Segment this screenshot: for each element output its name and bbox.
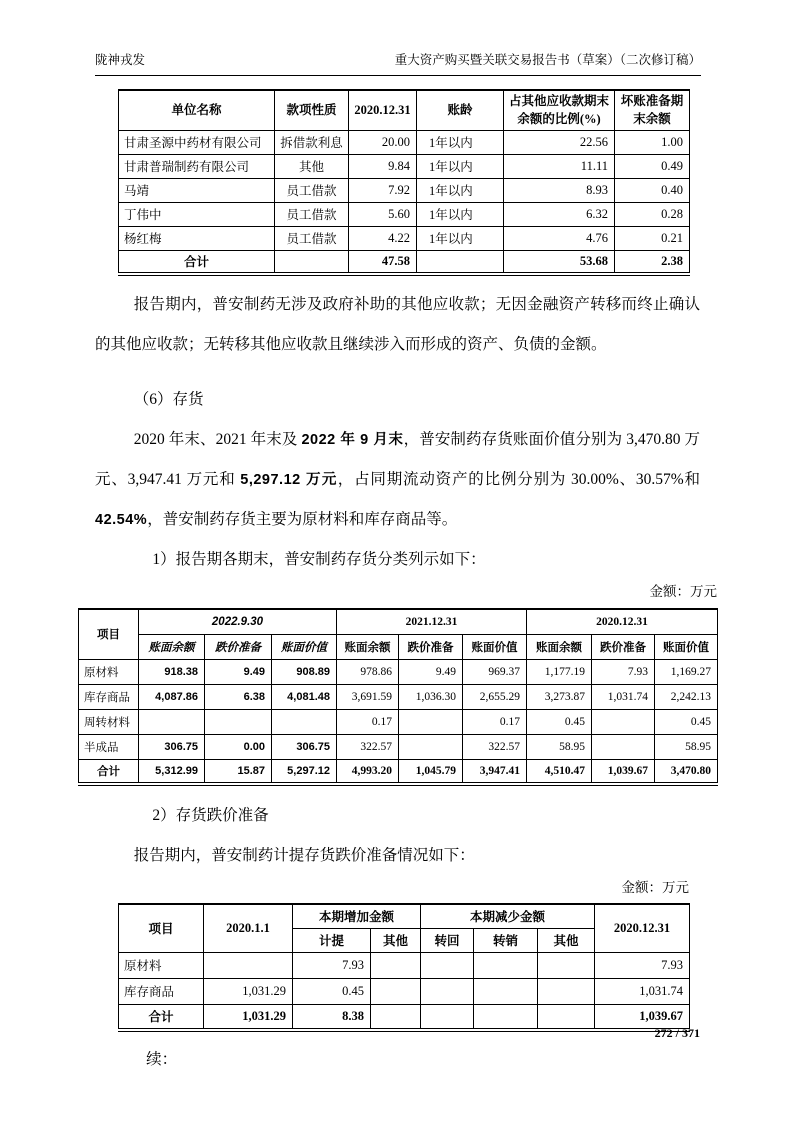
col-header-baddebt: 坏账准备期末余额 bbox=[615, 90, 690, 130]
cell-total-amount: 47.58 bbox=[349, 250, 417, 274]
cell-value: 0.45 bbox=[293, 978, 371, 1004]
cell-value: 7.93 bbox=[592, 659, 655, 684]
group-header-2020-12-31: 2020.12.31 bbox=[527, 609, 718, 634]
cell-unit: 杨红梅 bbox=[119, 226, 275, 250]
cell-value: 5,297.12 bbox=[272, 759, 337, 784]
cell-value: 0.45 bbox=[655, 709, 718, 734]
cell-baddebt: 0.40 bbox=[615, 178, 690, 202]
cell-value: 978.86 bbox=[337, 659, 399, 684]
table-row bbox=[119, 202, 690, 226]
provision-table bbox=[118, 903, 690, 1032]
subheader-reversal: 转回 bbox=[421, 928, 474, 952]
table-row bbox=[79, 734, 718, 759]
cell-total-baddebt: 2.38 bbox=[615, 250, 690, 274]
cell-amount: 7.92 bbox=[349, 178, 417, 202]
cell-value: 3,947.41 bbox=[463, 759, 527, 784]
cell-value: 322.57 bbox=[337, 734, 399, 759]
cell-baddebt: 0.28 bbox=[615, 202, 690, 226]
cell-value bbox=[538, 1004, 595, 1030]
cell-value bbox=[474, 978, 538, 1004]
subheader-book-value: 账面价值 bbox=[272, 634, 337, 659]
subheader-writeoff: 转销 bbox=[474, 928, 538, 952]
col-header-begin-date: 2020.1.1 bbox=[204, 904, 293, 952]
cell-value bbox=[592, 709, 655, 734]
cell-value: 15.87 bbox=[205, 759, 272, 784]
group-header-decrease: 本期减少金额 bbox=[421, 904, 595, 928]
cell-value bbox=[204, 952, 293, 978]
cell-value: 4,510.47 bbox=[527, 759, 592, 784]
cell-value: 4,081.48 bbox=[272, 684, 337, 709]
cell-baddebt: 1.00 bbox=[615, 130, 690, 154]
provision-table-wrap bbox=[118, 903, 793, 1032]
paragraph-provision-intro: 报告期内，普安制药计提存货跌价准备情况如下： bbox=[133, 847, 475, 864]
table-row bbox=[119, 154, 690, 178]
subheader-provision: 跌价准备 bbox=[399, 634, 463, 659]
continued-label: 续： bbox=[146, 1051, 178, 1068]
cell-value: 1,169.27 bbox=[655, 659, 718, 684]
cell-value: 306.75 bbox=[139, 734, 205, 759]
cell-value: 1,031.74 bbox=[595, 978, 690, 1004]
cell-value: 1,039.67 bbox=[595, 1004, 690, 1030]
table-row bbox=[79, 709, 718, 734]
subheader-book-value: 账面价值 bbox=[463, 634, 527, 659]
cell-amount: 5.60 bbox=[349, 202, 417, 226]
inventory-table-wrap bbox=[78, 608, 793, 786]
item-inventory-classification: 1）报告期各期末，普安制药存货分类列示如下： bbox=[152, 551, 486, 568]
cell-aging: 1年以内 bbox=[417, 154, 504, 178]
header-report-title: 重大资产购买暨关联交易报告书（草案）（二次修订稿） bbox=[394, 53, 701, 67]
cell-value: 0.45 bbox=[527, 709, 592, 734]
cell-value: 2,242.13 bbox=[655, 684, 718, 709]
cell-value: 1,031.29 bbox=[204, 978, 293, 1004]
cell-value: 3,273.87 bbox=[527, 684, 592, 709]
inventory-table bbox=[78, 608, 718, 786]
cell-value: 58.95 bbox=[655, 734, 718, 759]
cell-baddebt: 0.21 bbox=[615, 226, 690, 250]
col-header-aging: 账龄 bbox=[417, 90, 504, 130]
cell-aging: 1年以内 bbox=[417, 130, 504, 154]
subheader-book-balance: 账面余额 bbox=[139, 634, 205, 659]
header-company-abbrev: 陇神戎发 bbox=[95, 53, 146, 67]
cell-value: 8.38 bbox=[293, 1004, 371, 1030]
cell-value: 9.49 bbox=[399, 659, 463, 684]
col-header-unit-name: 单位名称 bbox=[119, 90, 275, 130]
cell-nature: 员工借款 bbox=[275, 226, 349, 250]
cell-nature: 拆借款利息 bbox=[275, 130, 349, 154]
paragraph-inventory-summary bbox=[95, 420, 700, 540]
cell-unit: 甘肃普瑞制药有限公司 bbox=[119, 154, 275, 178]
cell-value bbox=[205, 709, 272, 734]
cell-value: 918.38 bbox=[139, 659, 205, 684]
cell-ratio: 22.56 bbox=[504, 130, 615, 154]
cell-value: 0.00 bbox=[205, 734, 272, 759]
subheader-provision: 跌价准备 bbox=[205, 634, 272, 659]
receivables-header-row bbox=[119, 90, 690, 130]
p2-bold2: 5,297.12 万元 bbox=[240, 472, 338, 488]
cell-unit: 甘肃圣源中药材有限公司 bbox=[119, 130, 275, 154]
cell-total-label: 合计 bbox=[119, 1004, 204, 1030]
total-row bbox=[79, 759, 718, 784]
unit-label-wan-yuan: 金额：万元 bbox=[649, 584, 717, 599]
table-row bbox=[79, 684, 718, 709]
col-header-ratio: 占其他应收款期末余额的比例(%) bbox=[504, 90, 615, 130]
page-header bbox=[95, 50, 701, 76]
cell-value bbox=[399, 734, 463, 759]
cell-baddebt: 0.49 bbox=[615, 154, 690, 178]
subheader-book-balance: 账面余额 bbox=[527, 634, 592, 659]
inventory-header-subcolumns bbox=[79, 634, 718, 659]
row-label: 原材料 bbox=[119, 952, 204, 978]
subheader-provision: 跌价准备 bbox=[592, 634, 655, 659]
cell-unit: 马靖 bbox=[119, 178, 275, 202]
row-label: 库存商品 bbox=[119, 978, 204, 1004]
subheader-book-balance: 账面余额 bbox=[337, 634, 399, 659]
row-label: 库存商品 bbox=[79, 684, 139, 709]
group-header-2021-12-31: 2021.12.31 bbox=[337, 609, 527, 634]
table-row bbox=[119, 178, 690, 202]
subheader-book-value: 账面价值 bbox=[655, 634, 718, 659]
cell-value: 9.49 bbox=[205, 659, 272, 684]
cell-value: 1,177.19 bbox=[527, 659, 592, 684]
group-header-2022-9-30: 2022.9.30 bbox=[139, 609, 337, 634]
heading-inventory: （6）存货 bbox=[133, 391, 204, 408]
cell-nature: 员工借款 bbox=[275, 178, 349, 202]
cell-value: 7.93 bbox=[595, 952, 690, 978]
cell-value: 4,087.86 bbox=[139, 684, 205, 709]
cell-ratio: 6.32 bbox=[504, 202, 615, 226]
cell-total-label: 合计 bbox=[119, 250, 275, 274]
table-row bbox=[119, 130, 690, 154]
cell-nature: 员工借款 bbox=[275, 202, 349, 226]
cell-aging: 1年以内 bbox=[417, 202, 504, 226]
cell-value: 6.38 bbox=[205, 684, 272, 709]
cell-ratio: 11.11 bbox=[504, 154, 615, 178]
cell-value bbox=[592, 734, 655, 759]
cell-aging: 1年以内 bbox=[417, 178, 504, 202]
cell-value: 0.17 bbox=[337, 709, 399, 734]
cell-value bbox=[421, 952, 474, 978]
row-label: 半成品 bbox=[79, 734, 139, 759]
inventory-header-groups bbox=[79, 609, 718, 634]
total-row bbox=[119, 1004, 690, 1030]
group-header-increase: 本期增加金额 bbox=[293, 904, 421, 928]
cell-value: 1,031.29 bbox=[204, 1004, 293, 1030]
cell-amount: 9.84 bbox=[349, 154, 417, 178]
col-header-end-date: 2020.12.31 bbox=[595, 904, 690, 952]
paragraph-other-receivables: 报告期内，普安制药无涉及政府补助的其他应收款；无因金融资产转移而终止确认的其他应收款；无转移其他应收款且继续涉入而形成的资产、负债的金额。 bbox=[95, 296, 700, 353]
cell-value bbox=[538, 978, 595, 1004]
cell-value: 3,470.80 bbox=[655, 759, 718, 784]
table-row bbox=[79, 659, 718, 684]
row-label: 周转材料 bbox=[79, 709, 139, 734]
cell-value: 1,039.67 bbox=[592, 759, 655, 784]
item-inventory-provision: 2）存货跌价准备 bbox=[152, 807, 269, 824]
corner-header-item: 项目 bbox=[79, 609, 139, 659]
cell-value: 1,045.79 bbox=[399, 759, 463, 784]
cell-value: 2,655.29 bbox=[463, 684, 527, 709]
cell-ratio: 4.76 bbox=[504, 226, 615, 250]
p2-seg2: ，普安制药存货账面价值分别为 3,470.80 万元、3,947.41 万元和 bbox=[95, 431, 700, 488]
cell-value bbox=[474, 1004, 538, 1030]
cell-value bbox=[538, 952, 595, 978]
cell-amount: 20.00 bbox=[349, 130, 417, 154]
p2-seg1: 2020 年末、2021 年末及 bbox=[133, 431, 302, 448]
cell-value: 306.75 bbox=[272, 734, 337, 759]
cell-nature: 其他 bbox=[275, 154, 349, 178]
cell-unit: 丁伟中 bbox=[119, 202, 275, 226]
cell-empty bbox=[275, 250, 349, 274]
p2-bold1: 2022 年 9 月末 bbox=[301, 432, 404, 448]
cell-value: 7.93 bbox=[293, 952, 371, 978]
unit-label-wan-yuan: 金额：万元 bbox=[621, 880, 689, 895]
cell-value bbox=[272, 709, 337, 734]
cell-value: 5,312.99 bbox=[139, 759, 205, 784]
cell-value: 908.89 bbox=[272, 659, 337, 684]
cell-value: 3,691.59 bbox=[337, 684, 399, 709]
corner-header-item: 项目 bbox=[119, 904, 204, 952]
p2-bold3: 42.54% bbox=[95, 512, 148, 528]
cell-value: 58.95 bbox=[527, 734, 592, 759]
cell-value: 0.17 bbox=[463, 709, 527, 734]
receivables-table-wrap bbox=[118, 89, 793, 276]
cell-value: 1,031.74 bbox=[592, 684, 655, 709]
subheader-accrual: 计提 bbox=[293, 928, 371, 952]
row-label: 原材料 bbox=[79, 659, 139, 684]
p2-seg3: ，占同期流动资产的比例分别为 30.00%、30.57%和 bbox=[337, 471, 700, 488]
cell-value: 322.57 bbox=[463, 734, 527, 759]
cell-value: 4,993.20 bbox=[337, 759, 399, 784]
table-row bbox=[119, 978, 690, 1004]
cell-amount: 4.22 bbox=[349, 226, 417, 250]
subheader-other: 其他 bbox=[538, 928, 595, 952]
cell-value bbox=[421, 1004, 474, 1030]
cell-value: 969.37 bbox=[463, 659, 527, 684]
subheader-other: 其他 bbox=[371, 928, 421, 952]
cell-value bbox=[371, 952, 421, 978]
table-row bbox=[119, 952, 690, 978]
cell-ratio: 8.93 bbox=[504, 178, 615, 202]
col-header-date: 2020.12.31 bbox=[349, 90, 417, 130]
cell-value bbox=[139, 709, 205, 734]
p2-seg4: ，普安制药存货主要为原材料和库存商品等。 bbox=[147, 511, 458, 528]
cell-value bbox=[421, 978, 474, 1004]
provision-header-groups bbox=[119, 904, 690, 928]
cell-value: 1,036.30 bbox=[399, 684, 463, 709]
page-number: 272 / 371 bbox=[654, 1026, 700, 1040]
cell-total-label: 合计 bbox=[79, 759, 139, 784]
col-header-nature: 款项性质 bbox=[275, 90, 349, 130]
receivables-table bbox=[118, 89, 690, 276]
cell-value bbox=[371, 978, 421, 1004]
cell-total-ratio: 53.68 bbox=[504, 250, 615, 274]
cell-value bbox=[399, 709, 463, 734]
total-row bbox=[119, 250, 690, 274]
cell-empty bbox=[417, 250, 504, 274]
cell-value bbox=[474, 952, 538, 978]
cell-value bbox=[371, 1004, 421, 1030]
table-row bbox=[119, 226, 690, 250]
cell-aging: 1年以内 bbox=[417, 226, 504, 250]
